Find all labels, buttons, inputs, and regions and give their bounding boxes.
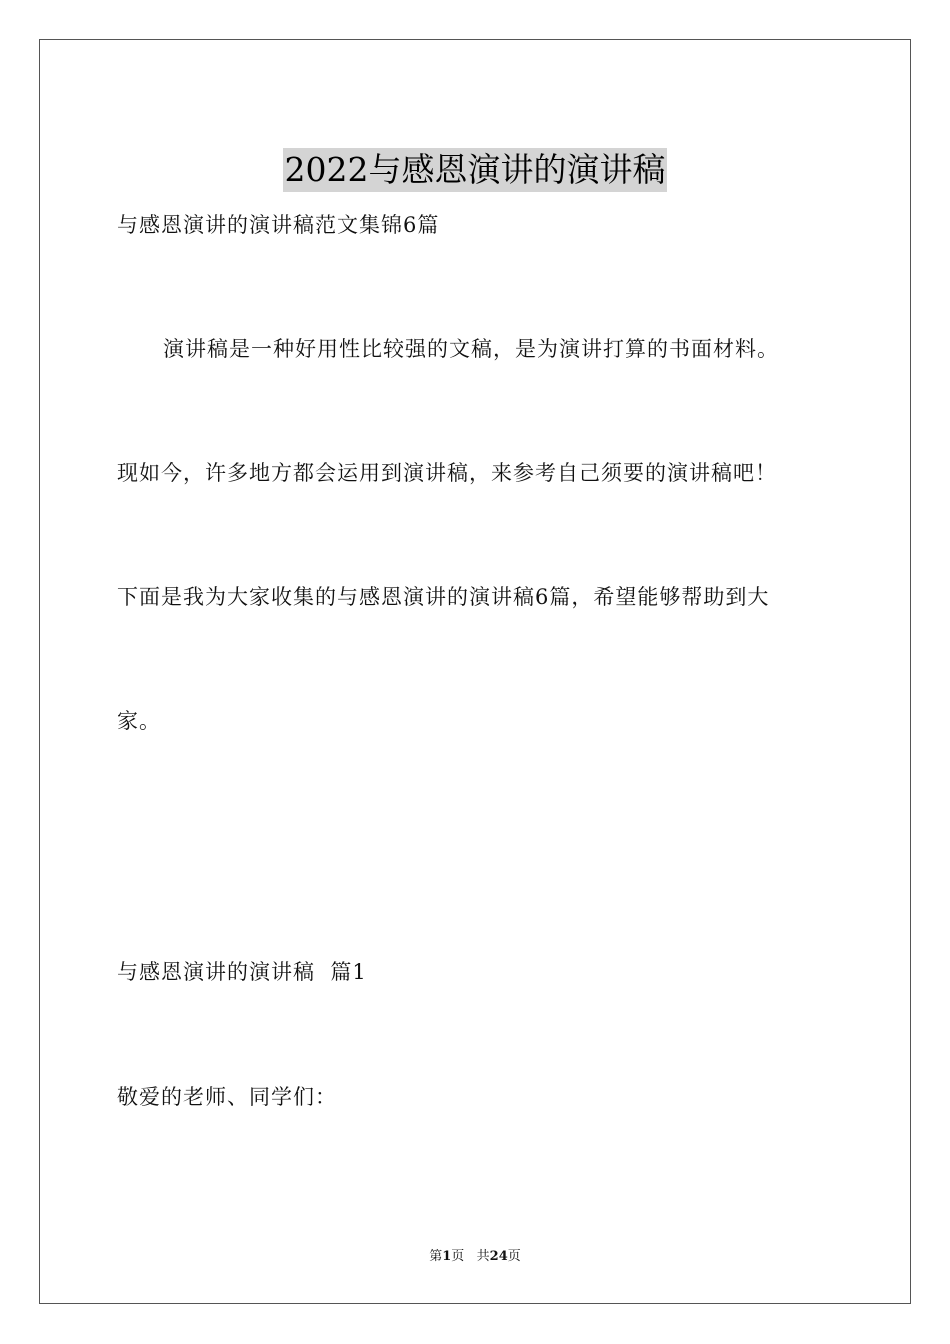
paragraph-line: 下面是我为大家收集的与感恩演讲的演讲稿6篇，希望能够帮助到大 xyxy=(117,585,770,609)
document-title: 2022与感恩演讲的演讲稿 xyxy=(283,148,668,192)
greeting: 敬爱的老师、同学们： xyxy=(117,1085,337,1109)
footer-page-prefix: 第 xyxy=(429,1249,443,1264)
section-heading: 与感恩演讲的演讲稿 篇1 xyxy=(117,960,367,984)
paragraph-line: 现如今，许多地方都会运用到演讲稿，来参考自己须要的演讲稿吧！ xyxy=(117,461,777,485)
title-container xyxy=(0,126,950,214)
footer-page-suffix: 页 共 xyxy=(451,1249,490,1264)
footer-page-number: 1 xyxy=(442,1249,452,1264)
page-footer xyxy=(0,1248,950,1266)
footer-total-suffix: 页 xyxy=(507,1249,521,1264)
paragraph-line: 演讲稿是一种好用性比较强的文稿，是为演讲打算的书面材料。 xyxy=(163,337,779,361)
document-subtitle: 与感恩演讲的演讲稿范文集锦6篇 xyxy=(117,213,440,237)
footer-total-pages: 24 xyxy=(489,1249,508,1264)
paragraph-line: 家。 xyxy=(117,709,161,733)
